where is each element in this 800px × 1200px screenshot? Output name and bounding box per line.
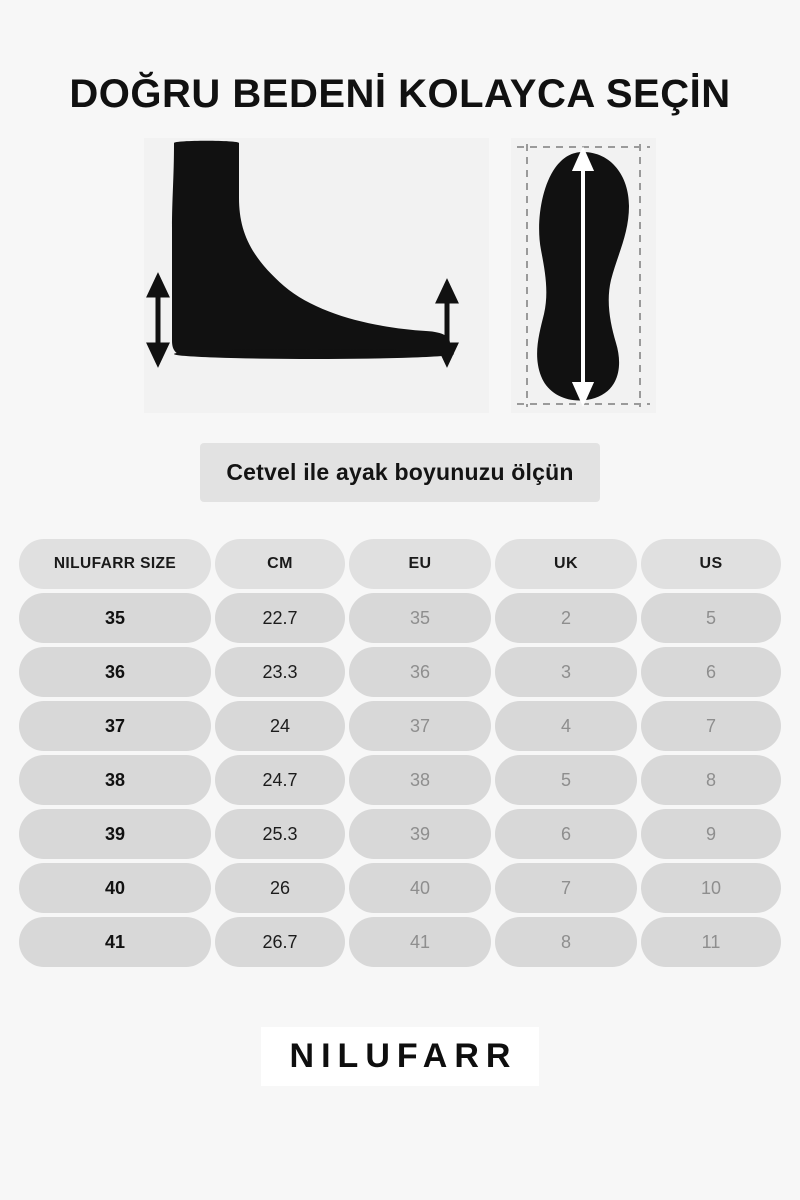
cell-us: 8 [641, 755, 781, 805]
cell-uk: 3 [495, 647, 637, 697]
cell-eu: 35 [349, 593, 491, 643]
cell-cm: 23.3 [215, 647, 345, 697]
brand-footer [0, 1027, 800, 1086]
cell-eu: 38 [349, 755, 491, 805]
table-row [19, 863, 781, 913]
cell-size: 41 [19, 917, 211, 967]
cell-us: 6 [641, 647, 781, 697]
column-header-uk: UK [495, 539, 637, 589]
cell-cm: 26.7 [215, 917, 345, 967]
cell-size: 39 [19, 809, 211, 859]
cell-cm: 24 [215, 701, 345, 751]
table-row [19, 647, 781, 697]
cell-us: 5 [641, 593, 781, 643]
brand-logo: NILUFARR [261, 1027, 540, 1086]
cell-uk: 2 [495, 593, 637, 643]
table-row [19, 593, 781, 643]
foot-side-silhouette [144, 138, 489, 413]
size-chart-body [19, 593, 781, 967]
table-row [19, 701, 781, 751]
table-row [19, 917, 781, 967]
cell-us: 9 [641, 809, 781, 859]
size-chart-header [19, 539, 781, 589]
cell-us: 11 [641, 917, 781, 967]
cell-uk: 7 [495, 863, 637, 913]
column-header-size: NILUFARR SIZE [19, 539, 211, 589]
cell-size: 37 [19, 701, 211, 751]
table-row [19, 809, 781, 859]
cell-eu: 41 [349, 917, 491, 967]
measure-instruction [0, 443, 800, 502]
foot-sole-silhouette [511, 138, 656, 413]
cell-us: 10 [641, 863, 781, 913]
foot-measurement-illustration [0, 138, 800, 413]
cell-size: 38 [19, 755, 211, 805]
foot-side-panel [144, 138, 489, 413]
cell-size: 40 [19, 863, 211, 913]
table-row [19, 755, 781, 805]
foot-sole-panel [511, 138, 656, 413]
cell-size: 36 [19, 647, 211, 697]
column-header-eu: EU [349, 539, 491, 589]
page-title: DOĞRU BEDENİ KOLAYCA SEÇİN [69, 72, 731, 116]
cell-cm: 22.7 [215, 593, 345, 643]
cell-uk: 5 [495, 755, 637, 805]
cell-cm: 25.3 [215, 809, 345, 859]
cell-cm: 24.7 [215, 755, 345, 805]
cell-uk: 6 [495, 809, 637, 859]
cell-eu: 40 [349, 863, 491, 913]
table-header-row [19, 539, 781, 589]
cell-eu: 39 [349, 809, 491, 859]
cell-eu: 37 [349, 701, 491, 751]
cell-uk: 4 [495, 701, 637, 751]
column-header-us: US [641, 539, 781, 589]
column-header-cm: CM [215, 539, 345, 589]
cell-cm: 26 [215, 863, 345, 913]
cell-uk: 8 [495, 917, 637, 967]
cell-us: 7 [641, 701, 781, 751]
size-chart-table [15, 535, 785, 971]
cell-eu: 36 [349, 647, 491, 697]
toe-height-arrow-icon [439, 284, 455, 362]
cell-size: 35 [19, 593, 211, 643]
measure-instruction-text: Cetvel ile ayak boyunuzu ölçün [200, 443, 599, 502]
height-arrow-icon [150, 278, 166, 362]
